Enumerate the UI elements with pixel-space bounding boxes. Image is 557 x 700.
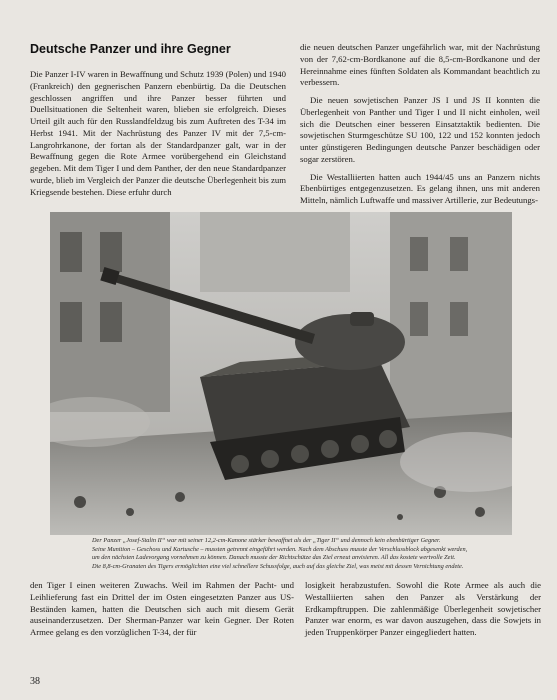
caption-line: Die 8,8-cm-Granaten des Tigers ermöglichten eine viel schnellere Schussfolge, auch auf das gleiche Ziel, was meist mit dessen Vernichtung endete. xyxy=(92,562,464,570)
caption-line: Seine Munition – Geschoss und Kartusche – mussten getrennt eingeführt werden. Nach dem Abschuss musste der Verschlussblock abgesenkt werden, xyxy=(92,545,468,553)
paragraph: die neuen deutschen Panzer ungefährlich war, mit der Nachrüstung von der 7,62-cm-Bordkanone auf die 8,5-cm-Bordkanone und der Hereinnahme eines fünften Soldaten als Kommandant beachtlich zu verbessern. xyxy=(300,42,540,88)
paragraph: Die neuen sowjetischen Panzer JS I und JS II konnten die Überlegenheit von Panther und Tiger I und II nicht einholen, weil sich die Deutschen einer besseren Einsatztaktik bedienten. Die sowjetischen Sturmgeschütze SU 100, 122 und 152 konnten jedoch unter günstigeren Bedingungen deutsche Panzer beschädigen oder sogar zerstören. xyxy=(300,95,540,164)
paragraph: Die Panzer I-IV waren in Bewaffnung und Schutz 1939 (Polen) und 1940 (Frankreich) den gegnerischen Panzern ebenbürtig. Da die Deutschen geschlossen angriffen und ihre Panzer besser führten und Duellsituationen die Seltenheit waren, blieben sie erfolgreich. Dieses Urteil gilt auch für den Russlandfeldzug bis zum Auftreten des T-34 im Herbst 1941. Mit der Nachrüstung des Panzer IV mit der 7,5-cm-Langrohrkanone, der fortan als der Standardpanzer galt, war in der Bewaffnung gegen die Rote Armee vorübergehend ein Gleichstand gegeben. Mit dem Tiger I und dem Panther, der den neue Standardpanzer wurde, blieb im Vergleich der Panzer die deutsche Überlegenheit bis zum Kriegsende bestehen. Diese erfuhr durch xyxy=(30,69,286,197)
page-number: 38 xyxy=(30,676,40,687)
caption-line: um den nächsten Ladevorgang vornehmen zu können. Danach musste der Richtschütze das Ziel erneut anvisieren. All das kostete wertvolle Zeit. xyxy=(92,554,456,562)
photo-illustration xyxy=(50,212,512,535)
paragraph: Die Westalliierten hatten auch 1944/45 uns an Panzern nichts Ebenbürtiges entgegenzusetzen. Es gelang ihnen, uns mit anderen Mitteln, nämlich Luftwaffe und massiver Artillerie, zur Bedeutungs- xyxy=(300,171,540,205)
paragraph: losigkeit herabzustufen. Sowohl die Rote Armee als auch die Westalliierten sahen den Panzer als Verstärkung der Erdkampftruppen. Die zahlenmäßige Überlegenheit sowjetischer Panzer war enorm, es war davon auszugehen, dass die Sowjets in jeden Truppenkörper Panzer eingegliedert hatten. xyxy=(305,580,541,637)
photo-caption xyxy=(92,537,512,571)
caption-line: Der Panzer „Josef-Stalin II“ war mit seiner 12,2-cm-Kanone stärker bewaffnet als der „Tiger II“ und dennoch kein ebenbürtiger Gegner. xyxy=(92,537,441,544)
tank-photograph xyxy=(50,212,512,535)
paragraph: den Tiger I einen weiteren Zuwachs. Weil im Rahmen der Pacht- und Leihlieferung fast ein Drittel der im Osten eingesetzten Panzer aus US-Beständen kamen, hatten die Deutschen sich auch mit diesem Gerät auseinanderzusetzen. Der Sherman-Panzer war kein Gegner. Der Roten Armee gelang es den vorzüglichen T-34, der für xyxy=(30,580,294,637)
bottom-left-text-column xyxy=(30,580,294,645)
section-title: Deutsche Panzer und ihre Gegner xyxy=(30,42,231,56)
left-text-column xyxy=(30,69,286,204)
right-text-column xyxy=(300,42,540,213)
bottom-right-text-column xyxy=(305,580,541,645)
